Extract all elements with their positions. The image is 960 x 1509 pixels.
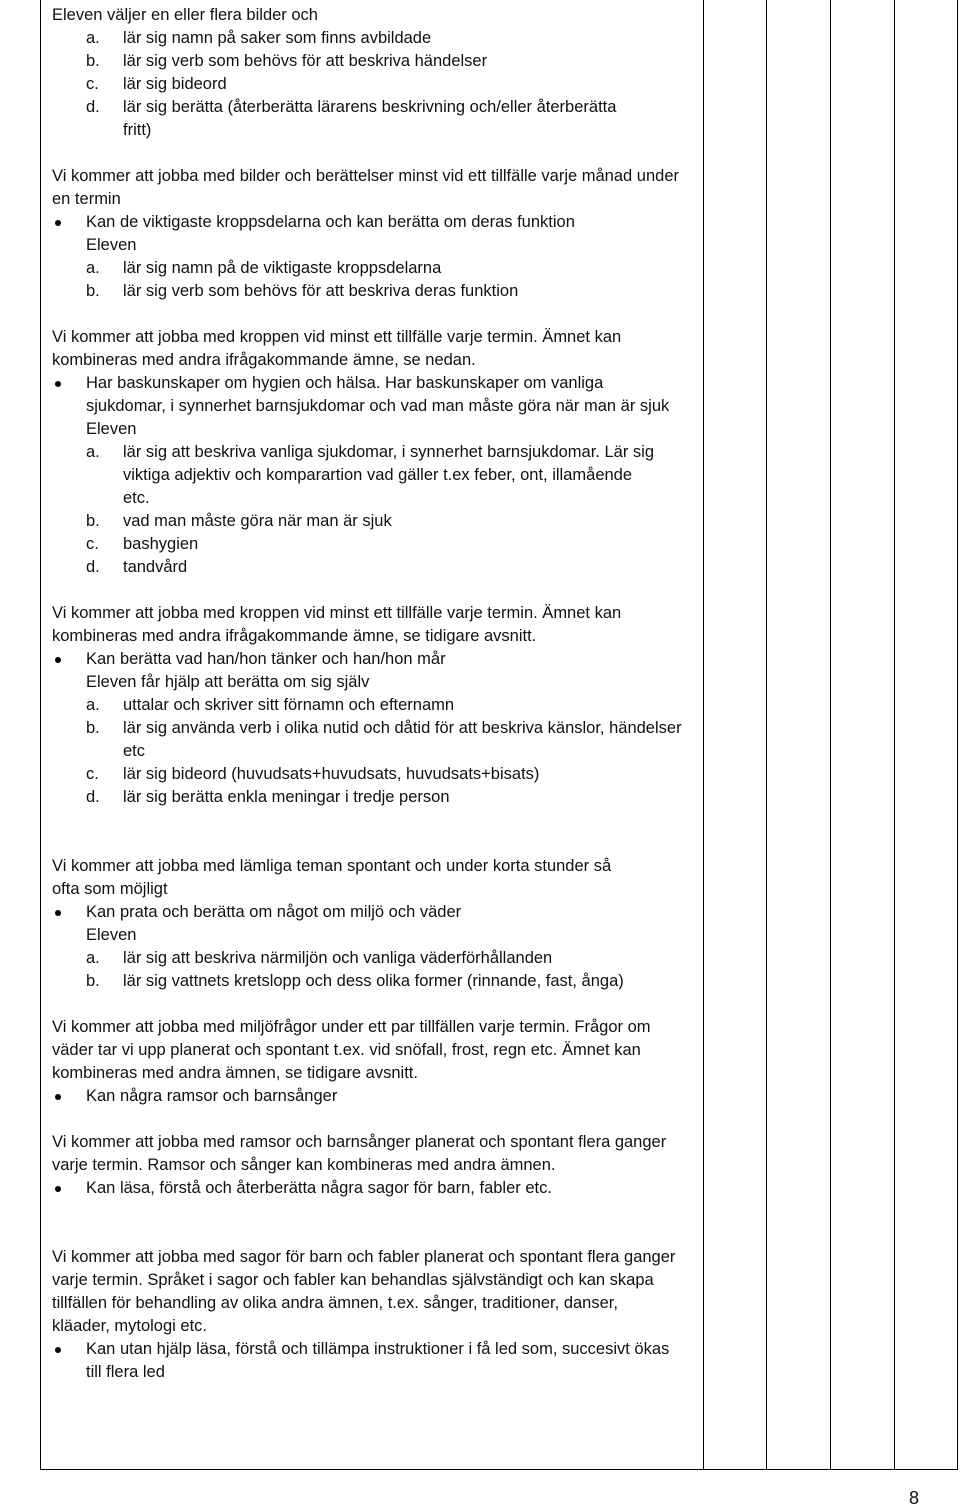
list-item — [52, 73, 692, 96]
list-item-text: lär sig berätta (återberätta lärarens beskrivning och/eller återberätta fritt) — [123, 98, 617, 139]
column-divider — [766, 0, 767, 1470]
list-item-text: tandvård — [123, 558, 188, 576]
list-item-text: lär sig bideord (huvudsats+huvudsats, huvudsats+bisats) — [123, 765, 540, 783]
list-item — [52, 510, 692, 533]
document-body — [52, 4, 692, 1384]
paragraph: Eleven väljer en eller flera bilder och — [52, 6, 318, 24]
list-letter: b. — [86, 719, 100, 737]
bullet-item — [52, 648, 692, 671]
table-border-left — [40, 0, 41, 1470]
list-item — [52, 27, 692, 50]
bullet-icon — [55, 1347, 61, 1353]
list-item-text: lär sig namn på de viktigaste kroppsdelarna — [123, 259, 442, 277]
list-item — [52, 947, 692, 970]
list-item — [52, 441, 663, 510]
list-item-text: lär sig att beskriva närmiljön och vanliga väderförhållanden — [123, 949, 553, 967]
bullet-text: Kan prata och berätta om något om miljö och väder — [86, 903, 462, 921]
paragraph: Vi kommer att jobba med lämliga teman spontant och under korta stunder så ofta som möjligt — [52, 857, 612, 898]
bullet-text: Kan de viktigaste kroppsdelarna och kan berätta om deras funktion — [86, 213, 575, 231]
paragraph: Vi kommer att jobba med sagor för barn och fabler planerat och spontant flera ganger varje termin. Språket i sagor och fabler kan behandlas självständigt och kan skapa tillfällen för behandling av olika andra ämnen, t.ex. sånger, traditioner, danser, kläader, mytologi etc. — [52, 1248, 676, 1335]
column-divider — [894, 0, 895, 1470]
bullet-icon — [55, 1186, 61, 1192]
bullet-item — [52, 1177, 692, 1200]
list-item-text: lär sig verb som behövs för att beskriva händelser — [123, 52, 488, 70]
list-letter: b. — [86, 282, 100, 300]
list-item-text: lär sig bideord — [123, 75, 227, 93]
list-letter: d. — [86, 788, 100, 806]
list-letter: a. — [86, 949, 100, 967]
list-letter: a. — [86, 696, 100, 714]
table-border-right — [957, 0, 958, 1470]
list-letter: b. — [86, 52, 100, 70]
bullet-item — [52, 1338, 686, 1384]
table-border-bottom — [40, 1469, 958, 1470]
bullet-text: Kan läsa, förstå och återberätta några sagor för barn, fabler etc. — [86, 1179, 552, 1197]
list-item — [52, 556, 692, 579]
list-item-text: uttalar och skriver sitt förnamn och efternamn — [123, 696, 455, 714]
list-item — [52, 763, 692, 786]
paragraph: Vi kommer att jobba med kroppen vid minst ett tillfälle varje termin. Ämnet kan kombineras med andra ifrågakommande ämne, se tidigare avsnitt. — [52, 604, 622, 645]
list-item — [52, 533, 692, 556]
list-item — [52, 96, 643, 142]
paragraph: Eleven — [86, 420, 137, 438]
bullet-text: Har baskunskaper om hygien och hälsa. Har baskunskaper om vanliga sjukdomar, i synnerhet barnsjukdomar och vad man måste göra när man är sjuk — [86, 374, 670, 415]
list-item — [52, 50, 692, 73]
list-item — [52, 257, 692, 280]
list-item-text: bashygien — [123, 535, 199, 553]
column-divider — [830, 0, 831, 1470]
bullet-icon — [55, 910, 61, 916]
list-item — [52, 694, 692, 717]
column-divider — [703, 0, 704, 1470]
paragraph: Eleven får hjälp att berätta om sig själv — [86, 673, 370, 691]
list-letter: d. — [86, 98, 100, 116]
list-item-text: lär sig verb som behövs för att beskriva deras funktion — [123, 282, 519, 300]
list-letter: a. — [86, 259, 100, 277]
list-item-text: lär sig att beskriva vanliga sjukdomar, i synnerhet barnsjukdomar. Lär sig viktiga adjektiv och komparartion vad gäller t.ex feber, ont, illamående etc. — [123, 443, 655, 507]
paragraph: Eleven — [86, 926, 137, 944]
list-letter: a. — [86, 29, 100, 47]
paragraph: Vi kommer att jobba med ramsor och barnsånger planerat och spontant flera ganger varje termin. Ramsor och sånger kan kombineras med andra ämnen. — [52, 1133, 667, 1174]
list-item — [52, 970, 683, 993]
list-item — [52, 786, 692, 809]
bullet-item — [52, 1085, 692, 1108]
bullet-icon — [55, 220, 61, 226]
paragraph: Vi kommer att jobba med bilder och berättelser minst vid ett tillfälle varje månad under en termin — [52, 167, 679, 208]
bullet-item — [52, 211, 692, 234]
bullet-icon — [55, 1094, 61, 1100]
bullet-icon — [55, 381, 61, 387]
bullet-item — [52, 901, 692, 924]
list-letter: c. — [86, 75, 99, 93]
list-item-text: lär sig använda verb i olika nutid och dåtid för att beskriva känslor, händelser etc — [123, 719, 682, 760]
paragraph: Eleven — [86, 236, 137, 254]
list-item-text: lär sig vattnets kretslopp och dess olika former (rinnande, fast, ånga) — [123, 972, 624, 990]
paragraph: Vi kommer att jobba med miljöfrågor under ett par tillfällen varje termin. Frågor om väder tar vi upp planerat och spontant t.ex. vid snöfall, frost, regn etc. Ämnet kan kombineras med andra ämnen, se tidigare avsnitt. — [52, 1018, 651, 1082]
paragraph: Vi kommer att jobba med kroppen vid minst ett tillfälle varje termin. Ämnet kan kombineras med andra ifrågakommande ämne, se nedan. — [52, 328, 622, 369]
bullet-item — [52, 372, 686, 418]
bullet-icon — [55, 657, 61, 663]
list-item — [52, 280, 692, 303]
list-letter: c. — [86, 535, 99, 553]
bullet-text: Kan berätta vad han/hon tänker och han/hon mår — [86, 650, 446, 668]
list-letter: b. — [86, 512, 100, 530]
list-item-text: lär sig berätta enkla meningar i tredje person — [123, 788, 450, 806]
page-number: 8 — [909, 1488, 920, 1508]
list-letter: a. — [86, 443, 100, 461]
list-letter: b. — [86, 972, 100, 990]
bullet-text: Kan utan hjälp läsa, förstå och tillämpa instruktioner i få led som, succesivt ökas till flera led — [86, 1340, 670, 1381]
bullet-text: Kan några ramsor och barnsånger — [86, 1087, 338, 1105]
list-letter: c. — [86, 765, 99, 783]
list-item — [52, 717, 683, 763]
list-letter: d. — [86, 558, 100, 576]
list-item-text: vad man måste göra när man är sjuk — [123, 512, 392, 530]
list-item-text: lär sig namn på saker som finns avbildade — [123, 29, 432, 47]
